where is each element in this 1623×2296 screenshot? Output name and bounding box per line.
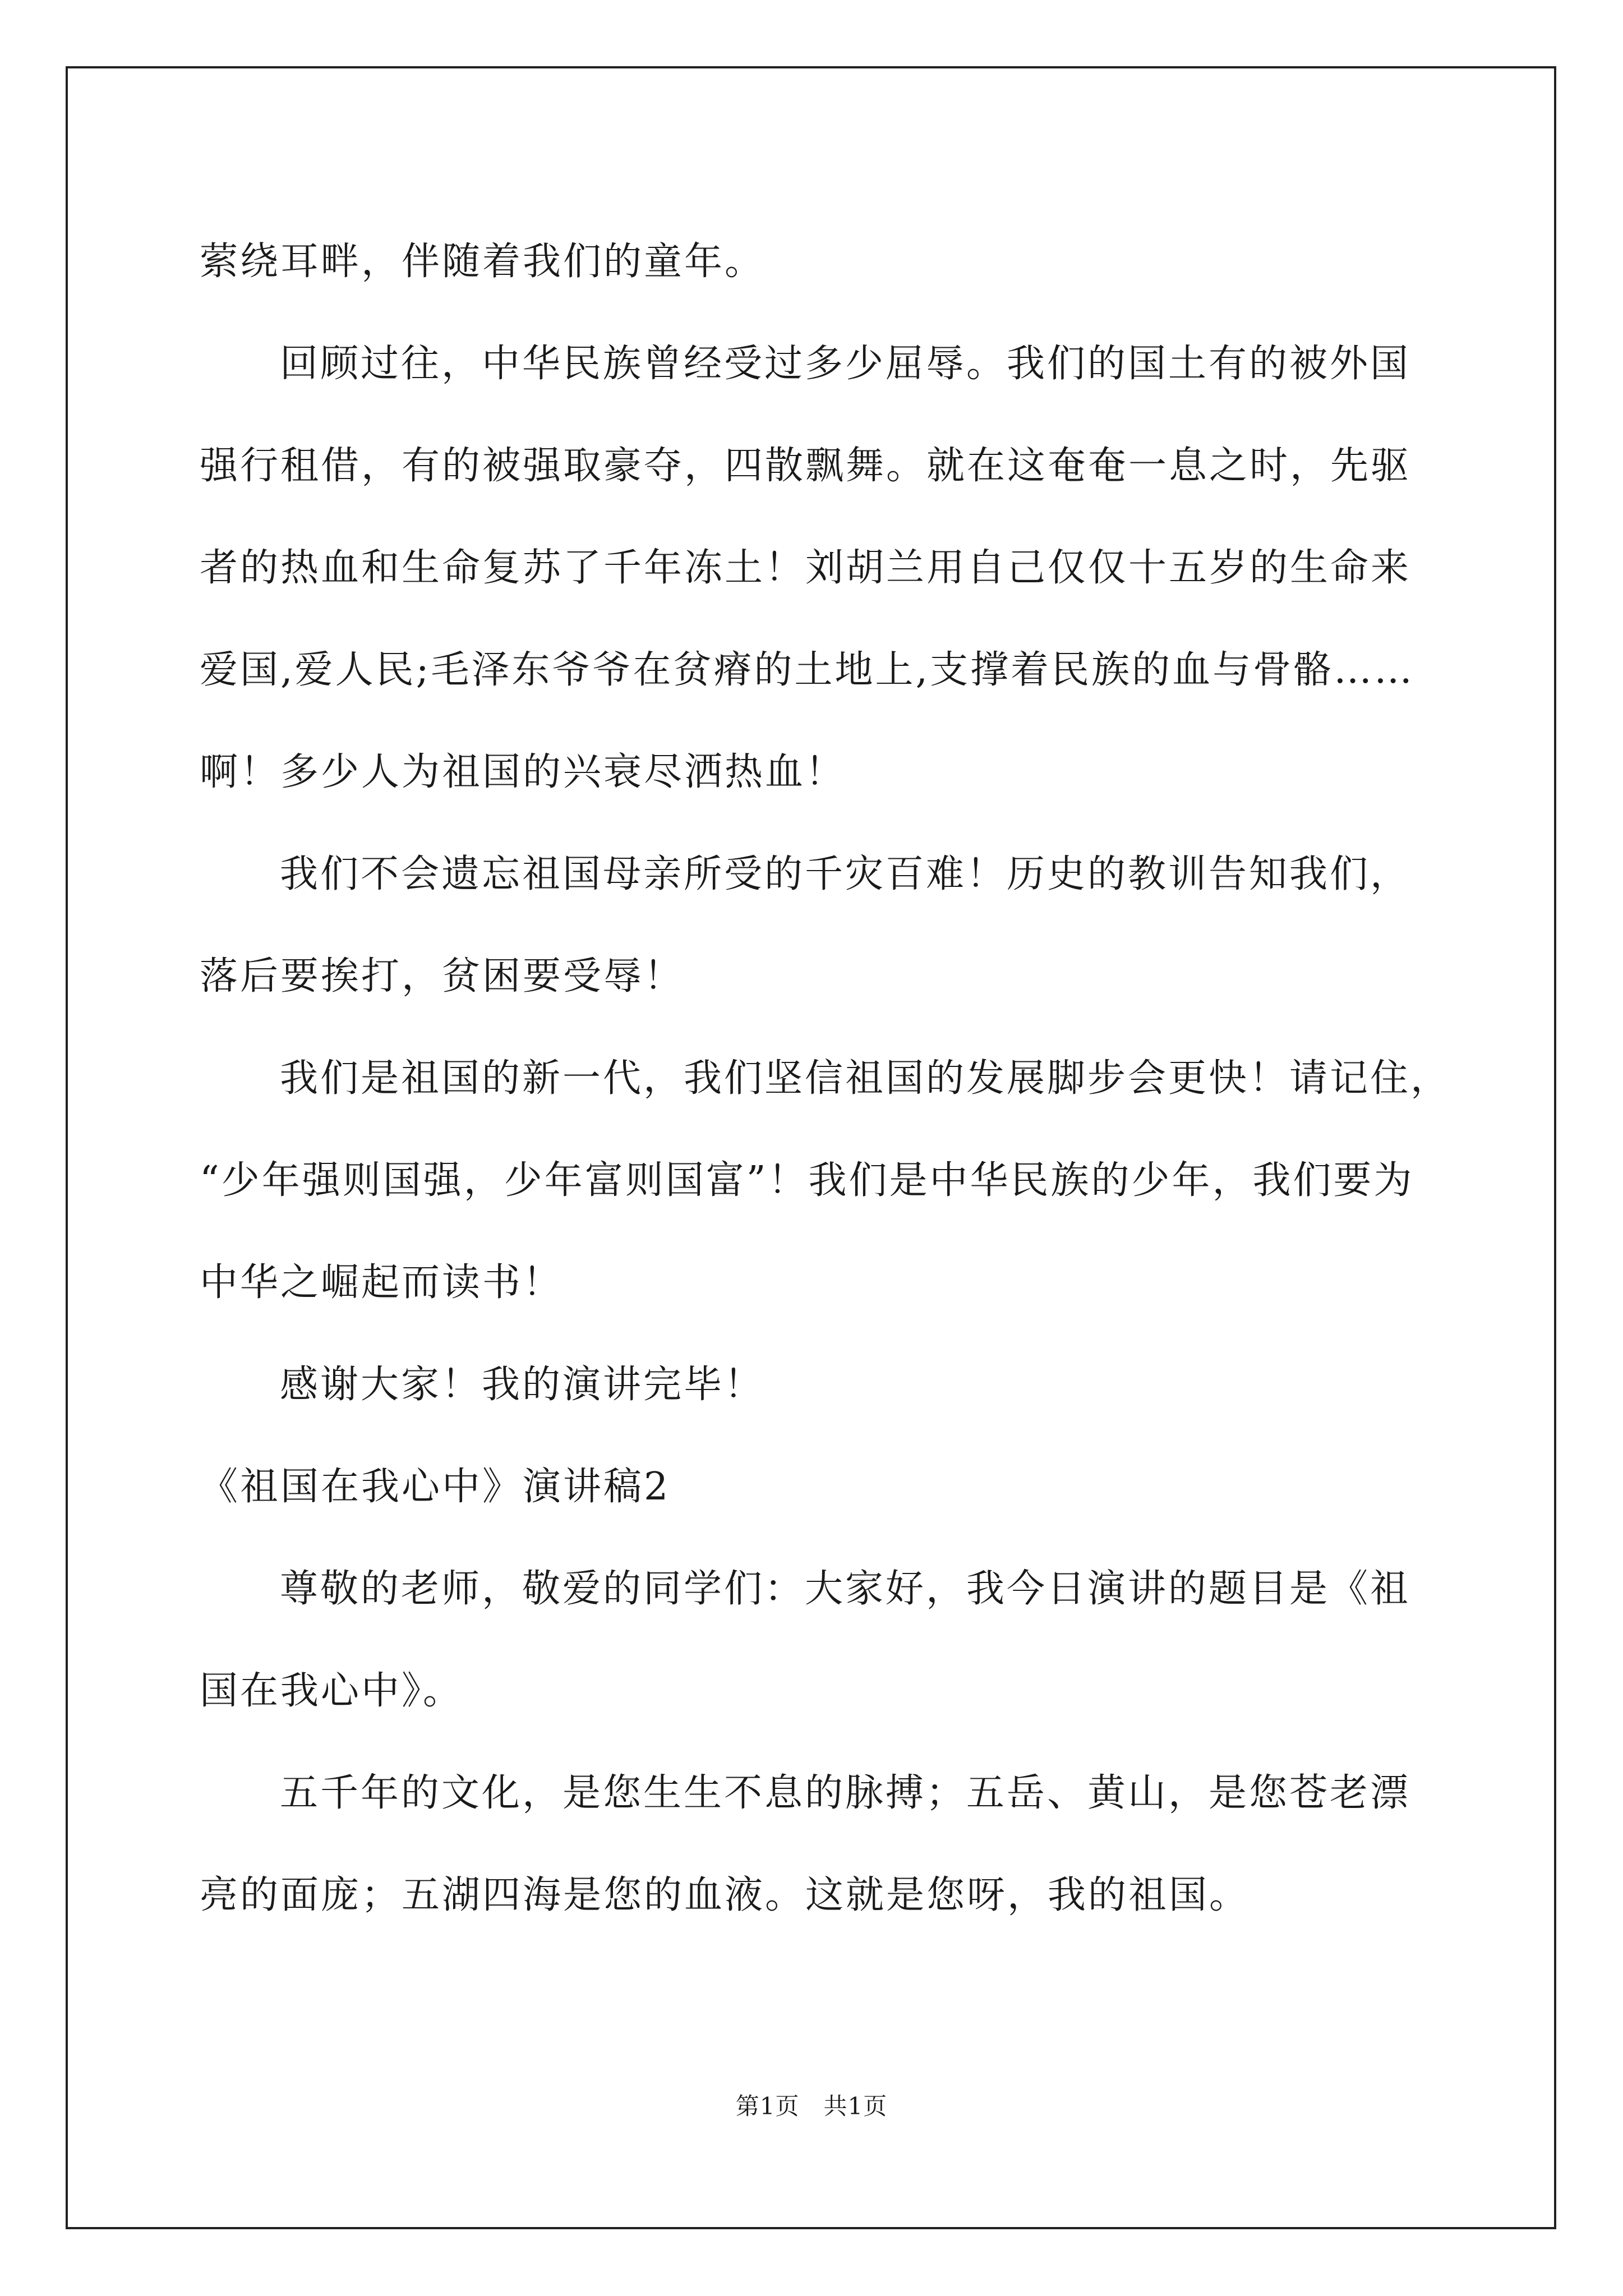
paragraph-start-line: 我们不会遗忘祖国母亲所受的千灾百难！历史的教训告知我们， — [280, 852, 1411, 896]
text-line: 爱国,爱人民;毛泽东爷爷在贫瘠的土地上,支撑着民族的血与骨骼…… — [200, 648, 1415, 692]
paragraph-start-line: 尊敬的老师，敬爱的同学们：大家好，我今日演讲的题目是《祖 — [280, 1567, 1411, 1611]
text-line: 者的热血和生命复苏了千年冻土！刘胡兰用自己仅仅十五岁的生命来 — [200, 546, 1412, 590]
text-line: “少年强则国强，少年富则国富”！我们是中华民族的少年，我们要为 — [200, 1158, 1414, 1203]
paragraph-start-line: 回顾过往，中华民族曾经受过多少屈辱。我们的国土有的被外国 — [280, 342, 1411, 386]
text-line: 亮的面庞；五湖四海是您的血液。这就是您呀，我的祖国。 — [200, 1873, 1250, 1917]
text-line: 国在我心中》。 — [200, 1669, 464, 1713]
paragraph-start-line: 我们是祖国的新一代，我们坚信祖国的发展脚步会更快！请记住， — [280, 1056, 1451, 1101]
paragraph-start-line: 五千年的文化，是您生生不息的脉搏；五岳、黄山，是您苍老漂 — [280, 1771, 1411, 1815]
text-line: 萦绕耳畔，伴随着我们的童年。 — [200, 240, 766, 284]
text-line: 落后要挨打，贫困要受辱！ — [200, 954, 685, 999]
page-footer: 第1页 共1页 — [735, 2092, 888, 2120]
text-line: 强行租借，有的被强取豪夺，四散飘舞。就在这奄奄一息之时，先驱 — [200, 444, 1412, 488]
paragraph-start-line: 感谢大家！我的演讲完毕！ — [280, 1363, 765, 1407]
text-line: 中华之崛起而读书！ — [200, 1260, 564, 1305]
text-line: 啊！多少人为祖国的兴衰尽洒热血！ — [200, 750, 846, 794]
section-heading: 《祖国在我心中》演讲稿2 — [200, 1465, 671, 1509]
document-body — [200, 211, 1451, 1947]
